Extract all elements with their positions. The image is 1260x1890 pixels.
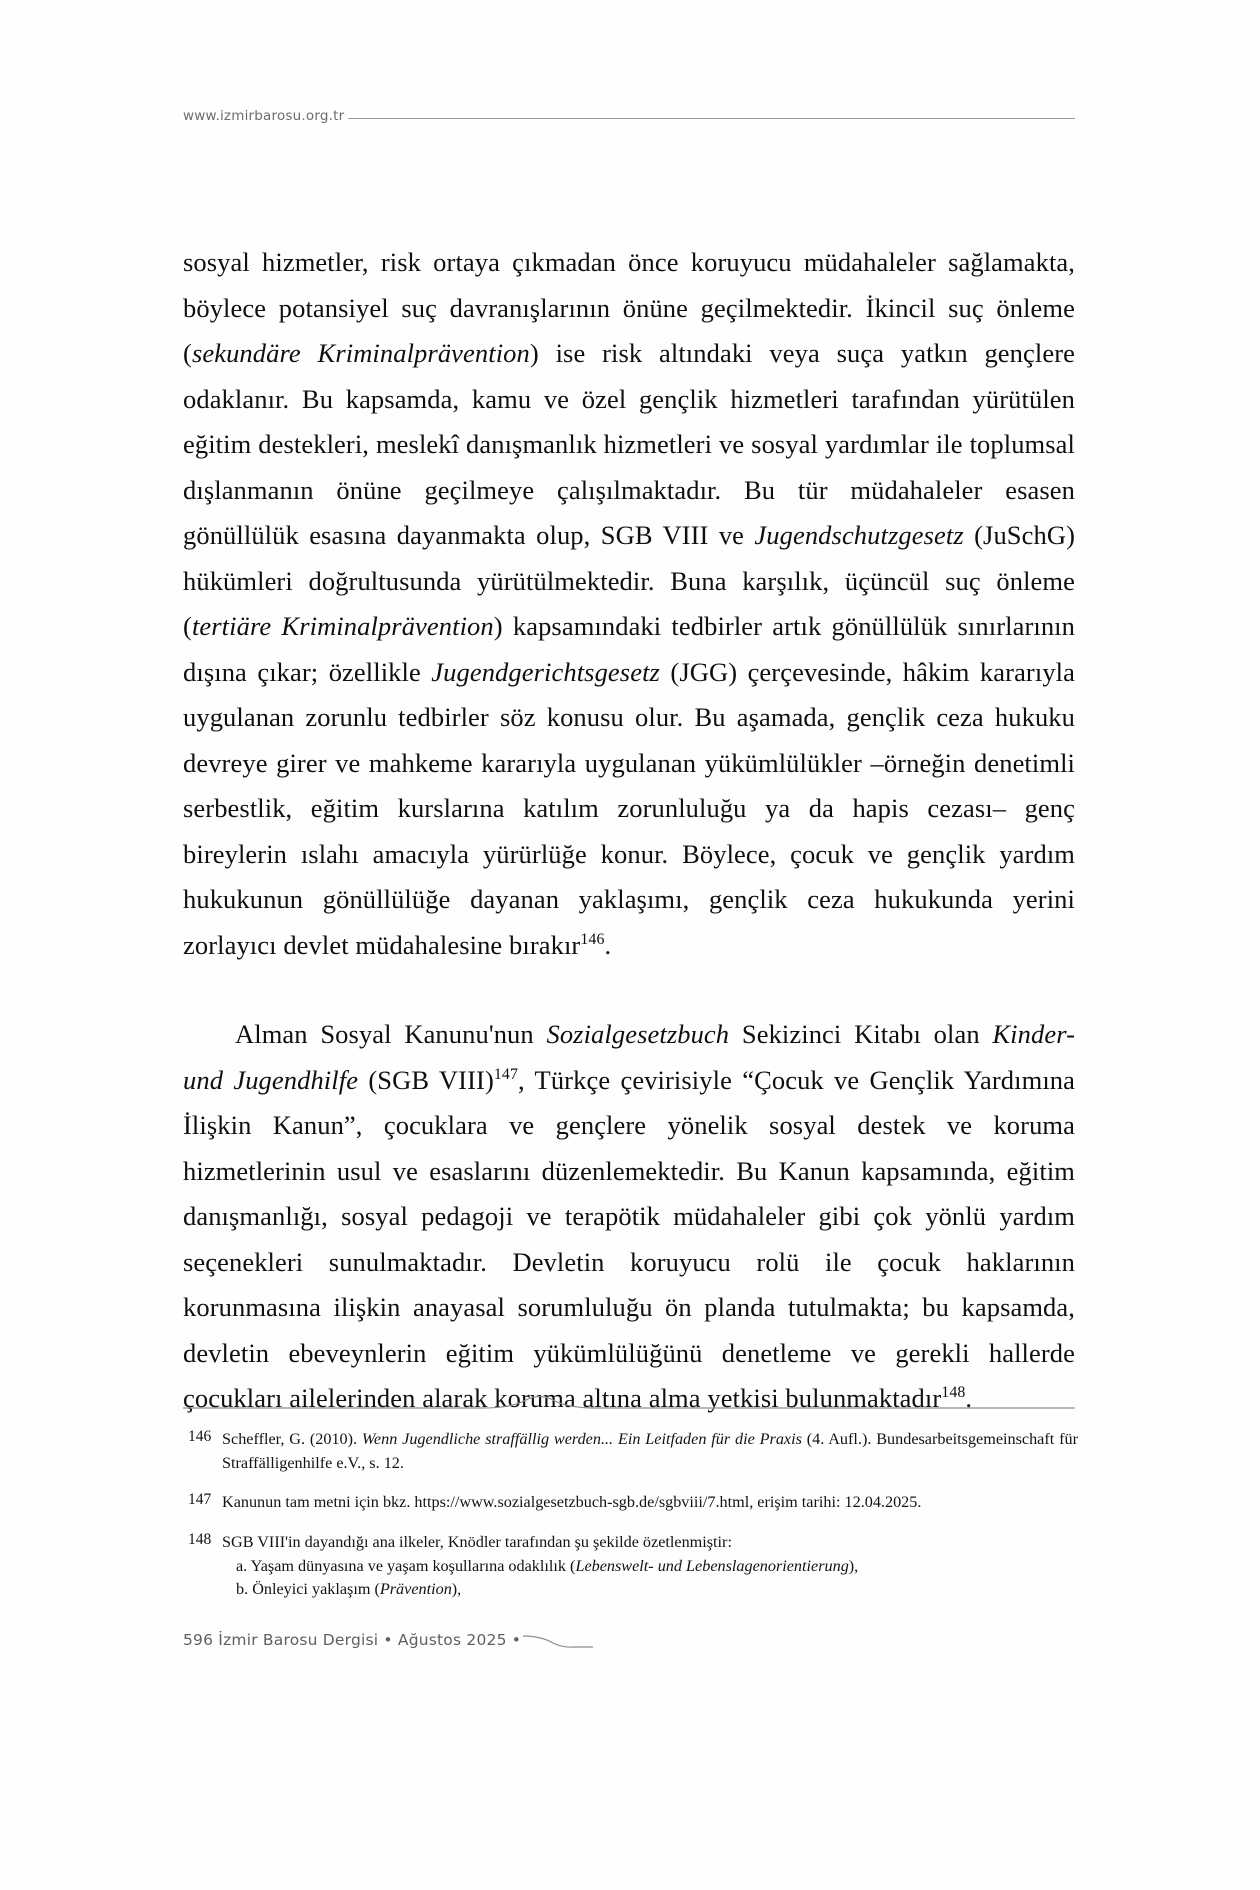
footnote-marker-147[interactable]: 147	[493, 1065, 519, 1083]
footnote-147-text: Kanunun tam metni için bkz. https://www.sozialgesetzbuch-sgb.de/sgbviii/7.html, erişim tarihi: 12.04.2025.	[222, 1493, 922, 1512]
p2-italic-kinder-und-jugendhilfe: Kinder- und Jugendhilfe	[183, 1019, 1076, 1095]
footnote-marker-148[interactable]: 148	[941, 1384, 966, 1402]
p1-text-a: sosyal hizmetler, risk ortaya çıkmadan önce koruyucu müdahaleler sağlamakta, böylece potansiyel suç davranışlarının önüne geçilmektedir. İkincil suç önleme (	[183, 247, 1075, 368]
footnote-147	[188, 1491, 1078, 1515]
p2-text-e: .	[965, 1383, 973, 1413]
p2-text-c: (SGB VIII)	[358, 1064, 494, 1095]
header-website-url: www.izmirbarosu.org.tr	[183, 108, 345, 124]
fn148-sub2-italic: Prävention	[379, 1580, 452, 1599]
p1-italic-sekundare: sekundäre Kriminalprävention	[191, 338, 530, 368]
footer-text: 596 İzmir Barosu Dergisi • Ağustos 2025 •	[183, 1631, 522, 1649]
fn146-text-b: (4. Aufl.). Bundesarbeitsgemeinschaft für Straffälligenhilfe e.V., s. 12.	[222, 1430, 1078, 1472]
p1-italic-tertiare: tertiäre Kriminalprävention	[191, 611, 494, 641]
page-header	[183, 105, 1075, 127]
footnote-147-number: 147	[188, 1491, 212, 1509]
footnote-148-item-a	[222, 1555, 1078, 1579]
paragraph-2	[183, 1012, 1075, 1422]
footnote-marker-146[interactable]: 146	[580, 930, 605, 948]
footnote-148-text	[222, 1531, 1078, 1602]
footer-curve-decoration	[523, 1634, 593, 1653]
p1-text-f: .	[604, 929, 612, 960]
fn148-sub1-italic: Lebenswelt- und Lebenslagenorientierung	[575, 1556, 849, 1575]
fn148-sub2-b: ),	[451, 1580, 462, 1599]
footnote-146	[188, 1428, 1078, 1475]
p1-italic-jugendschutzgesetz: Jugendschutzgesetz	[754, 520, 964, 550]
footnote-separator	[183, 1396, 1075, 1410]
p1-italic-jugendgerichtsgesetz: Jugendgerichtsgesetz	[431, 656, 660, 687]
p1-text-c: (JuSchG) hükümleri doğrultusunda yürütülmektedir. Buna karşılık, üçüncül suç önleme (	[183, 520, 1076, 641]
footnote-148-number: 148	[188, 1531, 212, 1549]
footnote-146-number: 146	[188, 1428, 212, 1446]
main-content	[183, 240, 1075, 1422]
footnotes-section	[188, 1412, 1078, 1618]
p2-text-d: , Türkçe çevirisiyle “Çocuk ve Gençlik Yardımına İlişkin Kanun”, çocuklara ve gençlere yönelik sosyal destek ve koruma hizmetlerinin usul ve esaslarını düzenlemektedir. Bu Kanun kapsamında, eğitim danışmanlığı, sosyal pedagoji ve terapötik müdahaleler gibi çok yönlü yardım seçenekleri sunulmaktadır. Devletin koruyucu rolü ile çocuk haklarının korunmasına ilişkin anayasal sorumluluğu ön planda tutulmakta; bu kapsamda, devletin ebeveynlerin eğitim yükümlülüğünü denetleme ve gerekli hallerde çocukları ailelerinden alarak koruma altına alma yetkisi bulunmaktadır	[183, 1064, 1076, 1413]
footnote-146-text	[222, 1428, 1078, 1475]
p1-text-d: ) kapsamındaki tedbirler artık gönüllülük sınırlarının dışına çıkar; özellikle	[183, 611, 1075, 687]
fn146-italic-title: Wenn Jugendliche straffällig werden... Ein Leitfaden für die Praxis	[361, 1430, 802, 1449]
paragraph-1	[183, 240, 1075, 968]
p1-text-b: ) ise risk altındaki veya suça yatkın gençlere odaklanır. Bu kapsamda, kamu ve özel gençlik hizmetleri tarafından yürütülen eğitim destekleri, meslekî danışmanlık hizmetleri ve sosyal yardımlar ile toplumsal dışlanmanın önüne geçilmeye çalışılmaktadır. Bu tür müdahaleler esasen gönüllülük esasına dayanmakta olup, SGB VIII ve	[183, 338, 1075, 550]
p2-italic-sozialgesetzbuch: Sozialgesetzbuch	[546, 1019, 730, 1049]
p1-text-e: (JGG) çerçevesinde, hâkim kararıyla uygulanan zorunlu tedbirler söz konusu olur. Bu aşamada, gençlik ceza hukuku devreye girer ve mahkeme kararıyla uygulanan yükümlülükler –örneğin denetimli serbestlik, eğitim kurslarına katılım zorunluluğu ya da hapis cezası– genç bireylerin ıslahı amacıyla yürürlüğe konur. Böylece, çocuk ve gençlik yardım hukukunun gönüllülüğe dayanan yaklaşımı, gençlik ceza hukukunda yerini zorlayıcı devlet müdahalesine bırakır	[183, 656, 1075, 960]
fn148-sub1-b: ),	[848, 1556, 859, 1575]
footnote-148-item-b	[222, 1578, 1078, 1602]
header-rule	[348, 118, 1075, 119]
fn148-sub2-a: b. Önleyici yaklaşım (	[236, 1580, 380, 1599]
fn146-text-a: Scheffler, G. (2010).	[222, 1430, 362, 1449]
p2-text-b: Sekizinci Kitabı olan	[729, 1019, 993, 1049]
page-footer	[183, 1627, 1075, 1653]
fn148-text-a: SGB VIII'in dayandığı ana ilkeler, Knödler tarafından şu şekilde özetlenmiştir:	[222, 1533, 732, 1552]
footnote-148	[188, 1531, 1078, 1602]
fn148-sub1-a: a. Yaşam dünyasına ve yaşam koşullarına odaklılık (	[236, 1556, 576, 1575]
p2-text-a: Alman Sosyal Kanunu'nun	[235, 1019, 547, 1049]
